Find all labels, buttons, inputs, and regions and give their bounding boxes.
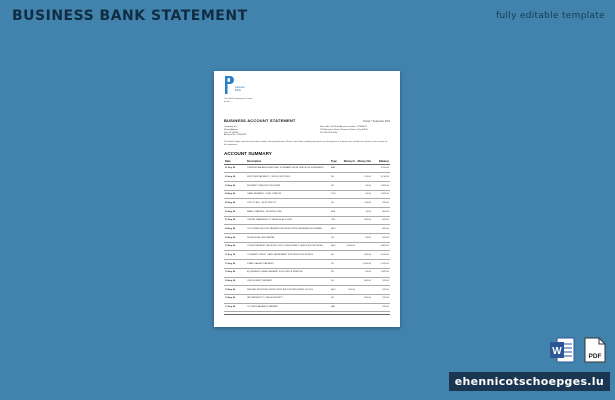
row-type: POS — [330, 190, 342, 199]
row-balance: 600.00 — [372, 225, 390, 234]
row-balance: 1,320.00 — [372, 268, 390, 277]
bank-logo-tagline: Your Bank department Lorem ipsum — [224, 98, 253, 103]
row-type: SO — [330, 260, 342, 269]
document-title: BUSINESS ACCOUNT STATEMENT — [224, 118, 296, 123]
bank-line: Tel: 000 000 0000 — [320, 131, 338, 134]
row-date: 01 Aug 24 — [224, 164, 246, 173]
table-row — [224, 277, 390, 286]
row-money-in — [342, 260, 356, 269]
account-holder-details — [224, 126, 246, 137]
row-description: VAT PAYMENT TO TAX AUTHORITY — [246, 294, 330, 303]
row-money-out — [356, 164, 372, 173]
row-money-in — [342, 294, 356, 303]
statement-date: Period: 7 September 2024 — [363, 121, 390, 123]
row-money-in — [342, 164, 356, 173]
row-money-in — [342, 234, 356, 243]
row-balance: 565.00 — [372, 234, 390, 243]
bank-logo-name: Caresse Bank — [235, 86, 245, 92]
row-money-in — [342, 303, 356, 312]
row-balance: 1,250.00 — [372, 164, 390, 173]
row-balance: 370.00 — [372, 294, 390, 303]
row-date: 02 Aug 24 — [224, 173, 246, 182]
bank-details — [320, 126, 390, 137]
table-row — [224, 260, 390, 269]
column-date: Date — [224, 159, 246, 165]
row-balance: 2,615.00 — [372, 251, 390, 260]
row-money-out: 450.00 — [356, 251, 372, 260]
row-type: DD — [330, 251, 342, 260]
column-money-in: Money In — [343, 159, 355, 163]
row-balance: 1,025.00 — [372, 190, 390, 199]
row-money-out: 300.00 — [356, 294, 372, 303]
row-balance: 370.00 — [372, 303, 390, 312]
row-description: SUPPLIER PAYMENT - OFFICE SUPPLIES — [246, 173, 330, 182]
page-heading: BUSINESS BANK STATEMENT — [12, 8, 248, 24]
row-description: REFUND RECEIVED FROM SUPPLIER FOR RETURNED GOODS — [246, 286, 330, 295]
row-money-out: 210.00 — [356, 199, 372, 208]
row-balance: 815.00 — [372, 199, 390, 208]
row-money-out: 45.00 — [356, 181, 372, 190]
row-money-in — [342, 208, 356, 217]
row-balance: 1,415.00 — [372, 260, 390, 269]
row-description: CLOSING BALANCE CARRIED — [246, 303, 330, 312]
row-date: 06 Aug 24 — [224, 208, 246, 217]
row-date: 04 Aug 24 — [224, 190, 246, 199]
row-money-in: 2,500.00 — [342, 242, 356, 251]
row-money-out: 200.00 — [356, 216, 372, 225]
row-type: BGC — [330, 242, 342, 251]
row-type: DD — [330, 199, 342, 208]
row-date: 12 Aug 24 — [224, 260, 246, 269]
row-money-out: 95.00 — [356, 268, 372, 277]
row-date: 08 Aug 24 — [224, 225, 246, 234]
pdf-file-icon[interactable] — [584, 337, 606, 363]
bank-line: 123 Business Street, Finance District, City 00000 — [320, 128, 368, 131]
row-type: BGC — [330, 225, 342, 234]
row-date: 03 Aug 24 — [224, 181, 246, 190]
row-description: CLIENT PAYMENT RECEIVED FOR CONSULTANCY SERVICES PROVIDED — [246, 242, 330, 251]
table-row — [224, 242, 390, 251]
row-money-in — [342, 268, 356, 277]
table-bottom-rule — [224, 314, 390, 315]
row-date: 15 Aug 24 — [224, 286, 246, 295]
row-money-out — [356, 303, 372, 312]
table-row — [224, 216, 390, 225]
table-row — [224, 251, 390, 260]
pdf-icon-letters: PDF — [588, 353, 602, 360]
row-description: STAFF SALARY PAYMENT — [246, 260, 330, 269]
row-description: UTILITY BILL - ELECTRICITY — [246, 199, 330, 208]
row-type: DD — [330, 181, 342, 190]
column-type: Type — [330, 159, 342, 165]
row-date: 14 Aug 24 — [224, 277, 246, 286]
row-money-in — [342, 251, 356, 260]
account-line: City, ST 00000 — [224, 131, 239, 134]
row-date: 09 Aug 24 — [224, 234, 246, 243]
row-type: TFR — [330, 216, 342, 225]
row-type: DD — [330, 268, 342, 277]
row-balance: 520.00 — [372, 277, 390, 286]
table-row — [224, 294, 390, 303]
row-description: BANK CHARGES - MONTHLY FEE — [246, 208, 330, 217]
column-description: Description — [246, 159, 330, 165]
word-file-icon[interactable] — [549, 337, 575, 363]
row-money-out — [356, 242, 372, 251]
table-row — [224, 225, 390, 234]
row-description: EQUIPMENT LEASE PAYMENT FOR OFFICE PRINTER — [246, 268, 330, 277]
table-row — [224, 268, 390, 277]
table-row — [224, 164, 390, 173]
table-row — [224, 208, 390, 217]
row-balance: 600.00 — [372, 216, 390, 225]
statement-intro: The details below cover all transactions made in the period shown. Please check them carefully and report any discrepancies. Interest rates and fees are shown on the reverse of this statement. — [224, 141, 388, 146]
row-balance: 1,130.00 — [372, 173, 390, 182]
table-row — [224, 190, 390, 199]
row-money-out: 800.00 — [356, 277, 372, 286]
row-money-in — [342, 216, 356, 225]
row-money-out — [356, 225, 372, 234]
table-row — [224, 199, 390, 208]
bank-logo-icon — [224, 76, 234, 94]
account-summary-heading: ACCOUNT SUMMARY — [224, 150, 272, 156]
row-date: 13 Aug 24 — [224, 268, 246, 277]
transactions-table — [224, 159, 390, 313]
row-description: COMPANY CREDIT CARD REPAYMENT FOR PREVIOUS MONTH — [246, 251, 330, 260]
row-money-out: 15.00 — [356, 208, 372, 217]
row-balance: 800.00 — [372, 208, 390, 217]
row-date: 05 Aug 24 — [224, 199, 246, 208]
row-money-in — [342, 173, 356, 182]
row-type: DD — [330, 294, 342, 303]
row-description: CUSTOMER INVOICE PAYMENT RECEIVED WITH REFERENCE NUMBER — [246, 225, 330, 234]
row-money-out: 60.00 — [356, 190, 372, 199]
row-money-out: 1,200.00 — [356, 260, 372, 269]
bank-line: Sort code: 00-00-00 Account number: 12345678 — [320, 126, 367, 128]
row-type: FEE — [330, 208, 342, 217]
row-description: TELEPHONE LINE RENTAL — [246, 234, 330, 243]
page-tagline: fully editable template — [496, 11, 605, 21]
row-money-out: 35.00 — [356, 234, 372, 243]
row-money-in — [342, 190, 356, 199]
table-row — [224, 286, 390, 295]
word-icon-letter: W — [552, 346, 562, 357]
account-line: Street Address — [224, 128, 239, 131]
row-balance: 670.00 — [372, 286, 390, 295]
row-balance: 1,085.00 — [372, 181, 390, 190]
table-row — [224, 181, 390, 190]
row-money-out: 120.00 — [356, 173, 372, 182]
row-money-out — [356, 286, 372, 295]
column-balance: Balance — [372, 159, 390, 165]
row-description: OFFICE RENT PAYMENT — [246, 277, 330, 286]
row-money-in: 150.00 — [342, 286, 356, 295]
row-date: 11 Aug 24 — [224, 251, 246, 260]
row-type: BGC — [330, 286, 342, 295]
row-money-in — [342, 181, 356, 190]
row-description: ONLINE TRANSFER TO SAVINGS ACCOUNT — [246, 216, 330, 225]
row-type: DD — [330, 173, 342, 182]
row-type: SO — [330, 277, 342, 286]
row-money-in — [342, 199, 356, 208]
row-description: INTERNET SERVICE PROVIDER — [246, 181, 330, 190]
statement-document — [214, 71, 400, 327]
row-description: OPENING BALANCE BROUGHT FORWARD FROM PREVIOUS STATEMENT — [246, 164, 330, 173]
table-row — [224, 173, 390, 182]
row-date: 17 Aug 24 — [224, 303, 246, 312]
row-money-in — [342, 225, 356, 234]
row-date: 16 Aug 24 — [224, 294, 246, 303]
column-money-out: Money Out — [357, 159, 371, 163]
row-date: 10 Aug 24 — [224, 242, 246, 251]
row-type: DD — [330, 234, 342, 243]
table-row — [224, 234, 390, 243]
row-description: CARD PAYMENT - FUEL STATION — [246, 190, 330, 199]
row-balance: 3,065.00 — [372, 242, 390, 251]
account-line: Company Inc — [224, 126, 237, 128]
table-row — [224, 303, 390, 312]
account-line: Account No. 12345678 — [224, 134, 247, 137]
row-date: 07 Aug 24 — [224, 216, 246, 225]
row-type: BAL — [330, 303, 342, 312]
row-money-in — [342, 277, 356, 286]
site-badge[interactable]: ehennicotschoepges.lu — [449, 372, 610, 391]
row-type: BAL — [330, 164, 342, 173]
bank-logo — [224, 76, 390, 108]
